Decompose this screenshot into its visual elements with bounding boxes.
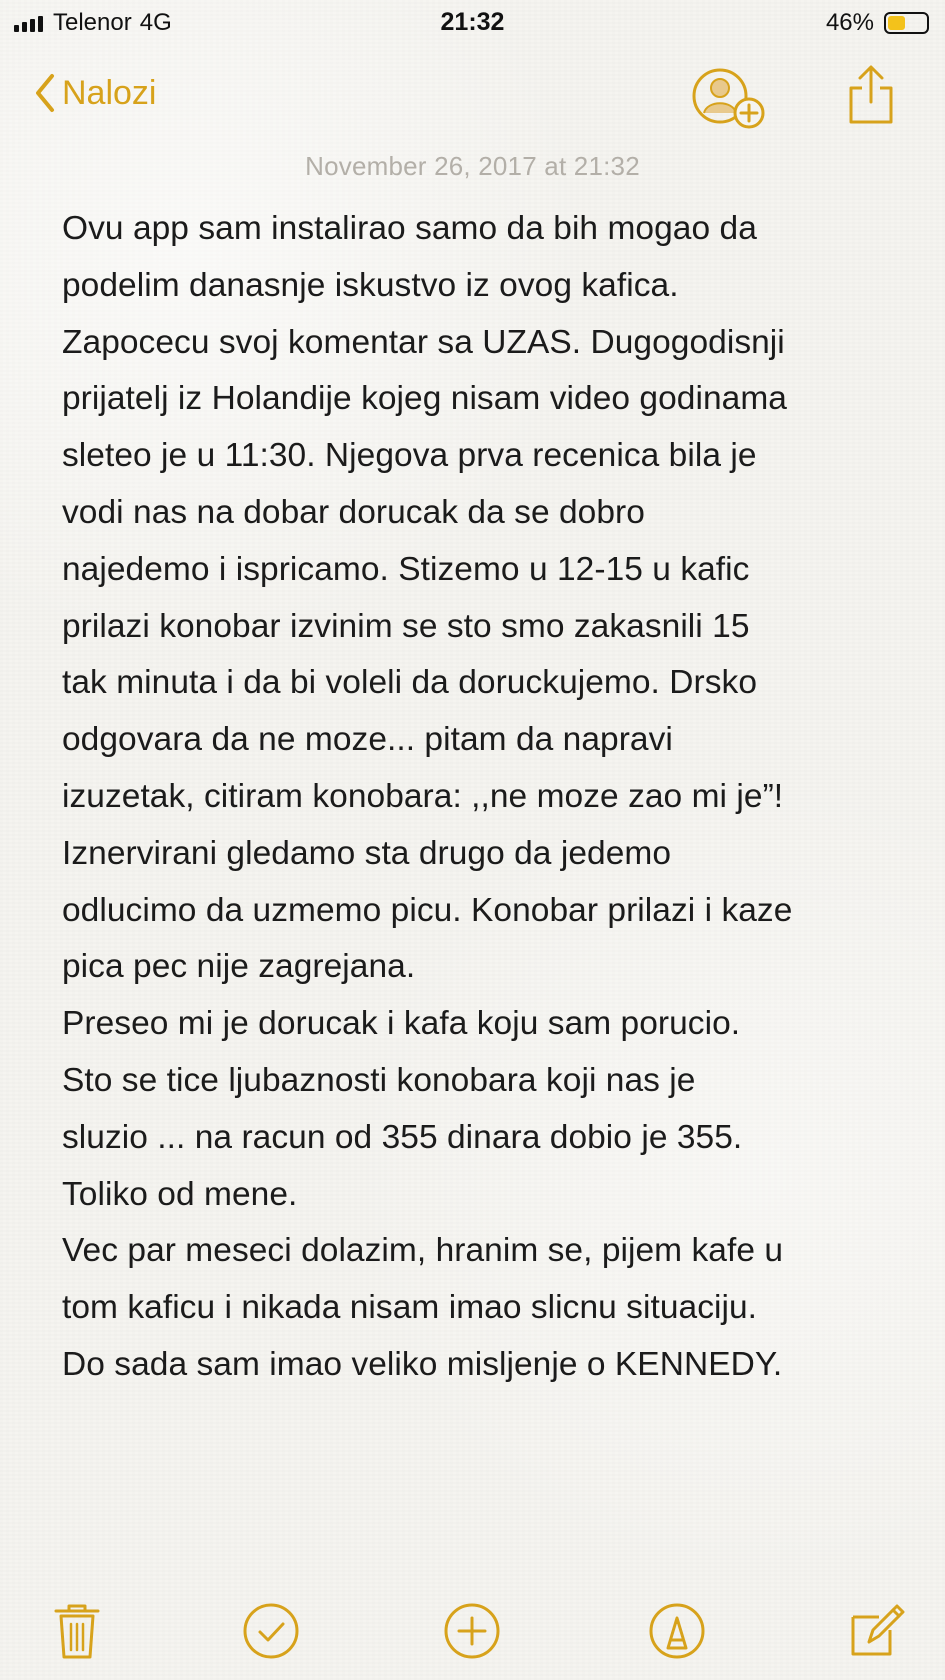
battery-level [888, 16, 905, 30]
note-line: Do sada sam imao veliko misljenje o KENNEDY. [62, 1345, 783, 1383]
note-text-area[interactable] [62, 201, 892, 1394]
navigation-bar [0, 56, 945, 138]
note-line: najedemo i ispricamo. Stizemo u 12-15 u kafic [62, 550, 750, 588]
battery-icon [884, 12, 929, 34]
add-button[interactable] [441, 1600, 503, 1662]
battery-status [826, 9, 929, 37]
markup-button[interactable] [646, 1600, 708, 1662]
note-line: vodi nas na dobar dorucak da se dobro [62, 493, 645, 531]
note-line: Ovu app sam instalirao samo da bih mogao da [62, 210, 757, 247]
note-line: Zapocecu svoj komentar sa UZAS. Dugogodisnji [62, 323, 785, 361]
note-date: November 26, 2017 at 21:32 [305, 151, 640, 181]
note-line: Toliko od mene. [62, 1175, 298, 1213]
compose-button[interactable] [845, 1600, 907, 1662]
note-line: odlucimo da uzmemo picu. Konobar prilazi i kaze [62, 891, 793, 929]
note-line: odgovara da ne moze... pitam da napravi [62, 721, 673, 759]
checklist-button[interactable] [240, 1600, 302, 1662]
note-line: sluzio ... na racun od 355 dinara dobio je 355. [62, 1118, 743, 1156]
note-line: izuzetak, citiram konobara: ,,ne moze zao mi je”! [62, 777, 784, 815]
battery-percent: 46% [825, 9, 874, 36]
checklist-icon [240, 1600, 302, 1662]
share-icon [846, 64, 896, 134]
person-add-icon [690, 65, 768, 135]
add-people-button[interactable] [690, 65, 768, 135]
trash-icon [46, 1600, 108, 1662]
delete-note-button[interactable] [46, 1600, 108, 1662]
note-line: tak minuta i da bi voleli da doruckujemo. Drsko [62, 664, 758, 702]
share-button[interactable] [846, 64, 896, 134]
note-line: Preseo mi je dorucak i kafa koju sam porucio. [62, 1005, 741, 1043]
note-line: sleteo je u 11:30. Njegova prva recenica bila je [62, 437, 757, 475]
note-line: prilazi konobar izvinim se sto smo zakasnili 15 [62, 607, 750, 645]
back-button-label: Nalozi [62, 73, 157, 112]
add-icon [441, 1600, 503, 1662]
note-line: prijatelj iz Holandije kojeg nisam video godinama [62, 380, 787, 418]
compose-icon [845, 1600, 907, 1662]
network-type: 4G [139, 9, 172, 36]
note-line: pica pec nije zagrejana. [62, 948, 416, 986]
chevron-left-icon [32, 72, 58, 114]
note-line: Vec par meseci dolazim, hranim se, pijem kafe u [62, 1232, 784, 1270]
note-line: Iznervirani gledamo sta drugo da jedemo [62, 834, 672, 872]
status-time: 21:32 [440, 8, 505, 36]
bottom-toolbar [0, 1598, 945, 1668]
back-button[interactable] [32, 72, 156, 114]
carrier-name: Telenor [53, 9, 132, 36]
status-bar [0, 0, 945, 46]
note-line: Sto se tice ljubaznosti konobara koji nas je [62, 1061, 696, 1099]
note-line: tom kaficu i nikada nisam imao slicnu situaciju. [62, 1289, 758, 1327]
note-line: podelim danasnje iskustvo iz ovog kafica. [62, 266, 679, 304]
markup-icon [646, 1600, 708, 1662]
